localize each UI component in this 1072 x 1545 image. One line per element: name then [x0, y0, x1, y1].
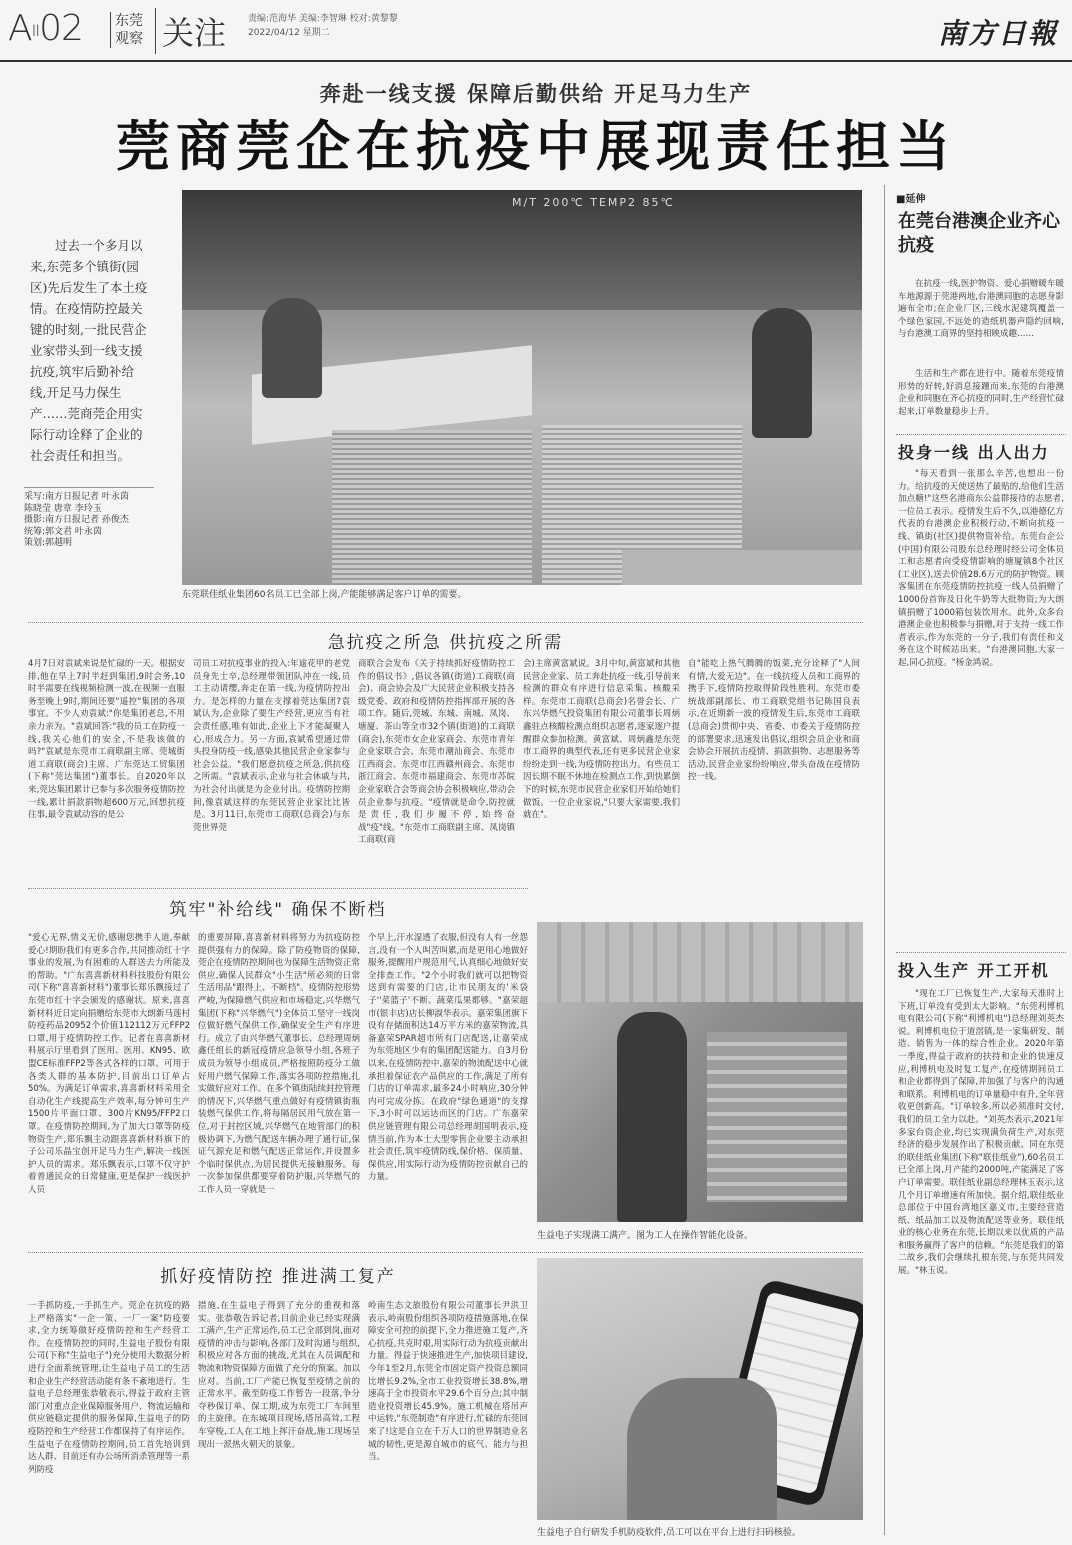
- sidebar-rule-2: [896, 952, 1066, 953]
- credits: 采写:南方日报记者 叶永茵 陈晓莹 唐章 李玲玉 摄影:南方日报记者 孙俊杰 统筹:郭文君 叶永茵 策划:郭越明: [24, 487, 154, 550]
- section-label: 东莞 观察: [110, 12, 150, 48]
- section3-col-2: 措施,在生益电子得到了充分的重视和落实。张恭敬告诉记者,目前企业已经实现满工满产,生产正常运作,员工已全部到岗,面对疫情的冲击与影响,各部门及时沟通与组织,积极应对各方面的挑战,尤其在人员调配和物流和物资保障方面做了充分的预案。加以应对。当前,工厂产能已恢复至疫情之前的正常水平。截至防疫工作暂告一段落,争分夺秒保订单、保工期,成为东莞工厂车间里的主旋律。在东城项目现场,塔吊高耸,工程车穿梭,工人在工地上挥汗奋战,施工现场呈现出一派热火朝天的景象。: [198, 1301, 360, 1450]
- sidebar-sub1-body: "每天看到一张那么辛苦,也想出一份力。给抗疫的天使送热了最贴的,给他们生活加点糖!"这些名港商东公益群接待的志愿者,一位员工表示。疫情发生后不久,以港德亿方代表的台港澳企业积极行动,不断向抗疫一线、镇街(社区)提供物资补给。东莞台企公(中国)有限公司股东总经理时经公司全体员工和志愿者向受疫情影响的塘厦镇8个社区(工业区),送去价值28.6万元的防护物资。顾客集团在东莞疫情防控抗疫一线人员捐赠了1000份首饰及日化牛奶等大批物资;为大朗镇捐赠了1000箱包装饮用水。此外,众多台港澳企业也积极参与捐赠,对于支持一线工作者表示,作为东莞的一分子,我们有责任和义务在这个时候站出来。"台港澳同胞,大家一起,同心抗疫。"杨金鸿说。: [898, 469, 1064, 668]
- section1-col-3: 商联合会发布《关于持续抓好疫情防控工作的倡议书》,倡议各镇(街道)工商联(商会)、商会协会及广大民营企业积极支持各级党委、政府和疫情防控指挥部开展的各项工作。随后,莞城、东城、南城、凤岗、塘厦、茶山等全市32个镇(街道)的工商联(商会),东莞市女企业家商会、东莞市青年企业家联合会、东莞市潮汕商会、东莞市江西商会、东莞市江西赣州商会、东莞市浙江商会、东莞市福建商会、东莞市苏皖企业家联合会等商会协会积极响应,带动会员企业参与抗疫。"疫情就是命令,防控就是责任,我们步履不停,始终奋战"疫"线。"东莞市工商联副主席、凤岗镇工商联(商: [358, 659, 515, 846]
- section1-col-2: 司员工对抗疫事业的投入:年逾花甲的老党员身先士卒,总经理带领团队冲在一线,员工主动请缨,奔走在第一线,为疫情防控出力。是怎样的力量在支撑着莞达集团?袁斌认为,企业除了要生产经营,更应当有社会责任感,唯有如此,企业上下才能凝聚人心,形成合力。另一方面,袁斌希望通过带头投身防疫一线,感染其他民营企业家参与社会公益。"我们愿意抗疫之所急,供抗疫之所需。"袁斌表示,企业与社会休戚与共,为社会付出就是为企业付出。疫情防控期间,像袁斌这样的东莞民营企业家比比皆是。3月11日,东莞市工商联(总商会)与东莞世界莞: [193, 659, 350, 833]
- section2-col-3: 个早上,汗水湿透了衣服,但没有人有一丝怨言,没有一个人叫苦叫累,而是更用心地做好服务,提醒用户规范用气,认真细心地做好安全排查工作。"2个小时我们就可以把物资送到有需要的门店,让市民朋友的'米袋子''菜篮子'不断、蔬菜瓜果都够。"嘉荣超市(银丰店)店长柳淑华表示。嘉荣集团旗下设有存储面积达14万平方米的嘉荣物流,具备嘉荣SPAR超市所有门店配送,让嘉荣成为东莞地区少有的集团配送能力。自3月份以来,在疫情防控中,嘉荣的物流配送中心就承担着保证农产品供应的工作,满足了所有门店的订单需求,最多24小时响应,30分钟内可完成分拣。在政府"绿色通道"的支撑下,3小时可以运达而区的门店。广东嘉荣供应链管理有限公司总经理胡国明表示,疫情当前,作为本土大型零售企业要主动承担社会责任,筑牢疫情防线,保价格、保质量、保供应,用实际行动为疫情防控贡献自己的力量。: [368, 933, 528, 1183]
- section-main-label: 关注: [155, 8, 226, 54]
- section2-rule: [28, 888, 528, 889]
- section1-col-1: 4月7日对袁斌来说是忙碌的一天。根据安排,他在早上7时半赶到集团,9时会务,10时半需要在线视频检测一波,在视频一直服务至晚上9时,期间还要"遥控"集团的各项事宜。不少人劝袁斌:"你是集团老总,不用亲力亲为。"袁斌回答:"我的员工在防疫一线,我关心他们的安全,不是我该做的吗?"袁斌是东莞市工商联副主席、莞城街道工商联(商会)主席、广东莞达工贸集团(下称"莞达集团")董事长。自2020年以来,莞达集团累计已参与多次服务疫情防控一线,累计捐款捐物超600万元,回想抗疫往事,最令袁斌动容的是公: [28, 659, 185, 821]
- sidebar-sub2-heading: 投入生产 开工开机: [898, 961, 1050, 980]
- sidebar-divider: [884, 185, 885, 1535]
- sidebar-sub1-heading: 投身一线 出人出力: [898, 443, 1050, 462]
- main-photo-caption: 东莞联佳纸业集团60名员工已全部上岗,产能能够满足客户订单的需要。: [182, 590, 467, 600]
- worker-figure-right: [752, 308, 812, 438]
- section2-col-2: 的重要屏障,喜喜新材料将努力为抗疫防控提供强有力的保障。除了防疫物资的保障,莞企在疫情防控期间也为保障生活物资正常供应,确保人民群众"小生活"所必须的日常生活用品"跟得上、不断档"。疫情防控形势严峻,为保障燃气供应和市场稳定,兴华燃气集团(下称"兴华燃气")全体员工坚守一线岗位做好燃气保供工作,确保安全生产有序进行。成立了由兴华燃气董事长、总经理周炳鑫任组长的新冠疫情应急领导小组,各班子成员为领导小组成员,严格按照防疫分工做好用户燃气保障工作,落实各项防控措施,扎实做好应对工作。在多个镇街陆续封控管理的情况下,兴华燃气重点做好有疫情镇街瓶装燃气保供工作,将每隔居民用气放在第一位,对于封控区域,兴华燃气在地管部门的积极协调下,为燃气配送车辆办理了通行证,保证气源充足和燃气配送正常运作,并设置多个临时保供点,为居民提供无接触服务。每一次参加保供都要穿着防护服,兴华燃气的工作人员一穿就是一: [198, 933, 360, 1195]
- editor-meta: 责编:范海华 美编:李智琳 校对:黄黎黎 2022/04/12 星期二: [248, 14, 398, 38]
- newspaper-logo: 南方日報: [937, 17, 1058, 50]
- section3-heading: 抓好疫情防控 推进满工复产: [160, 1267, 396, 1287]
- section2-heading: 筑牢"补给线" 确保不断档: [169, 900, 387, 920]
- section3-col-3: 岭南生态文旅股份有限公司董事长尹洪卫表示,岭南股份组织各项防疫措施落地,在保障安全可控的前提下,全力推进施工复产,齐心抗疫,共克时艰,用实际行动为抗疫贡献出力量。得益于快速推进生产,加快项目建设,今年1至2月,东莞全市固定资产投资总额同比增长9.2%,全市工业投资增长38.8%,增速高于全市投资水平29.6个百分点;其中制造业投资增长45.9%。施工机械在塔吊声中运转,"东莞制造"有序进行,忙碌的东莞回来了!这是自立在千万人口的世界制造业名城的韧性,更是源自城市的底气、能力与担当。: [368, 1301, 528, 1463]
- sidebar-intro-2: 生活和生产都在进行中。随着东莞疫情形势的好转,好消息接踵而来,东莞的台港澳企业和同胞在齐心抗疫的同时,生产经营忙碌起来,订单数量稳步上升。: [898, 369, 1064, 417]
- sidebar-rule-1: [896, 434, 1066, 435]
- sidebar-tag: ■延伸: [896, 194, 926, 205]
- headline-title: 莞商莞企在抗疫中展现责任担当: [116, 114, 956, 178]
- worker-figure-left: [262, 298, 322, 398]
- section1-col-5: 自"能吃上热气腾腾的饭菜,充分诠释了"人间有情,大爱无边"。在一线抗疫人员和工商界的携手下,疫情防控取得阶段性胜利。东莞市委统战部副部长、市工商联党组书记陈国良表示,在近期新一波的疫情发生后,东莞市工商联(总商会)贯彻中央、省委、市委关于疫情防控的部署要求,迅速发出倡议,组织会员企业和商会协会开展抗击疫情、捐款捐物、志愿服务等活动,民营企业家纷纷响应,带头奋战在疫情防控一线。: [688, 659, 860, 783]
- sidebar-title: 在莞台港澳企业齐心抗疫: [898, 211, 1060, 256]
- page-number: AII02: [8, 8, 83, 49]
- photo-signage: M/T 200℃ TEMP2 85℃: [512, 196, 675, 209]
- section1-heading: 急抗疫之所急 供抗疫之所需: [327, 633, 564, 653]
- section3-col-1: 一手抓防疫,一手抓生产。莞企在抗疫的路上严格落实"一企一策、一厂一案"防疫要求,全力统筹做好疫情防控和生产经营工作。在疫情防控的同时,生益电子股份有限公司(下称"生益电子")充分使用大数据分析进行全面系统管理,让生益电子员工的生活和企业生产经营活动能有条不紊地进行。生益电子总经理张恭敬表示,得益于政府主管部门对重点企业保障服务用户、物流运输和供应链稳定提供的服务保障,生益电子的防疫防控和生产经营工作都保持了有序运作。生益电子在疫情防控期间,员工首先培训到达人群、目前还有办公场所消杀管理等一系列防疫: [28, 1301, 190, 1475]
- hand: [627, 1378, 777, 1520]
- worker-figure: [617, 1012, 687, 1222]
- phone-photo: [537, 1258, 863, 1520]
- section1-rule: [28, 622, 863, 623]
- sidebar-sub2-body: "现在工厂已恢复生产,大家每天准时上下班,订单没有受到太大影响。"东莞利博机电有限公司(下称"利博机电")总经理刘英杰说。利博机电位于道滘镇,是一家集研发、制造、销售为一体的综合性企业。2020年第一季度,得益于政府的扶持和企业的快速反应,利博机电及时复工复产,在疫情期间员工和企业都得到了保障,并加强了与客户的沟通和联系。利博机电的订单量稳中有升,全年营收更创新高。"订单较多,所以必须准时交付,我们的员工全力以赴。"刘英杰表示,2021年多家台资企业,均已实现满负荷生产,对东莞经济的稳步发展作出了积极贡献。同在东莞的联佳纸业集团(下称"联佳纸业"),60名员工已全部上岗,月产能约2000吨,产能满足了客户订单需要。联佳纸业副总经理林玉表示,这几个月订单增速有所加快。据介绍,联佳纸业总部位于中国台湾地区嘉义市,主要经营造纸、纸品加工以及物流配送等业务。联佳纸业的核心业务在东莞,长期以来以优质的产品和服务赢得了客户的信赖。"东莞是我们的第二故乡,我们会继续扎根东莞,与东莞共同发展。"林玉说。: [898, 989, 1064, 1277]
- headline-subtitle: 奔赴一线支援 保障后勤供给 开足马力生产: [319, 81, 753, 106]
- factory-photo: [537, 922, 863, 1222]
- section1-col-4: 会)主席黄富斌说。3月中旬,黄富斌和其他民营企业家、员工奔赴抗疫一线,引导前来检测的群众有序进行信息采集、核酸采样。东莞市工商联(总商会)名誉会长、广东兴华燃气投资集团有限公司董事长周炳鑫驻点核酸检测点组织志愿者,逐家逐户提醒群众参加检测。黄富斌、周炳鑫是东莞市工商界的典型代表,还有更多民营企业家纷纷走到一线,为疫情防控出力。有些员工因长期不眠不休地在检测点工作,到快累倒下的时候,东莞市民营企业家们开始给她们做饭。一位企业家说,"只要大家需要,我们就在"。: [523, 659, 680, 821]
- section3-rule: [28, 1252, 863, 1253]
- main-photo: [182, 190, 862, 585]
- sidebar-intro-1: 在抗疫一线,医护物资、爱心捐赠暖车暖车地源源于莞港两地,台港澳同胞的志愿身影遍布全市;在企业厂区,三线水泥建筑覆盖一个绿色家园,不远处的造纸机器声隐约回响,与台港澳工商界的坚持相映成趣……: [898, 279, 1064, 340]
- lead-paragraph: 过去一个多月以来,东莞多个镇街(园区)先后发生了本土疫情。在疫情防控最关键的时刻,一批民营企业家带头到一线支援抗疫,筑牢后勤补给线,开足马力保生产……莞商莞企用实际行动诠释了企业的社会责任和担当。: [30, 238, 148, 463]
- phone-photo-caption: 生益电子自行研发手机防疫软件,员工可以在平台上进行扫码核验。: [537, 1528, 801, 1538]
- factory-photo-caption: 生益电子实现满工满产。图为工人在操作智能化设备。: [537, 1231, 754, 1241]
- section2-col-1: "爱心无界,情义无价,感谢您携手人道,奉献爱心!期盼我们有更多合作,共同推动红十字事业的发展,为有困难的人群送去力所能及的帮助。"广东喜喜新材料科技股份有限公司(下称"喜喜新材料")董事长郑乐飘接过了东莞市红十字会颁发的感谢状。原来,喜喜新材料近日定向捐赠给东莞市大朗新马莲村防疫药品20952个价值112112万元FFP2口罩,用于疫情防控工作。记者在喜喜新材料展示厅里看到了医用、医用、KN95、欧盟CE标准FFP2等各式各样的口罩。可用于各类人群的基本防护,目前出口订单占50%。为满足订单需求,喜喜新材料采用全自动化生产线提高生产效率,每分钟可生产1500片平面口罩、300片KN95/FFP2口罩。在疫情防控期间,为了加大口罩等防疫物资生产,郑乐飘主动跟喜喜新材料旗下的子公司乐晶宝创开足马力生产,解决一线医护人员的需求。郑乐飘表示,口罩不仅守护着普通民众的日常健康,更是保护一线医护人员: [28, 933, 190, 1195]
